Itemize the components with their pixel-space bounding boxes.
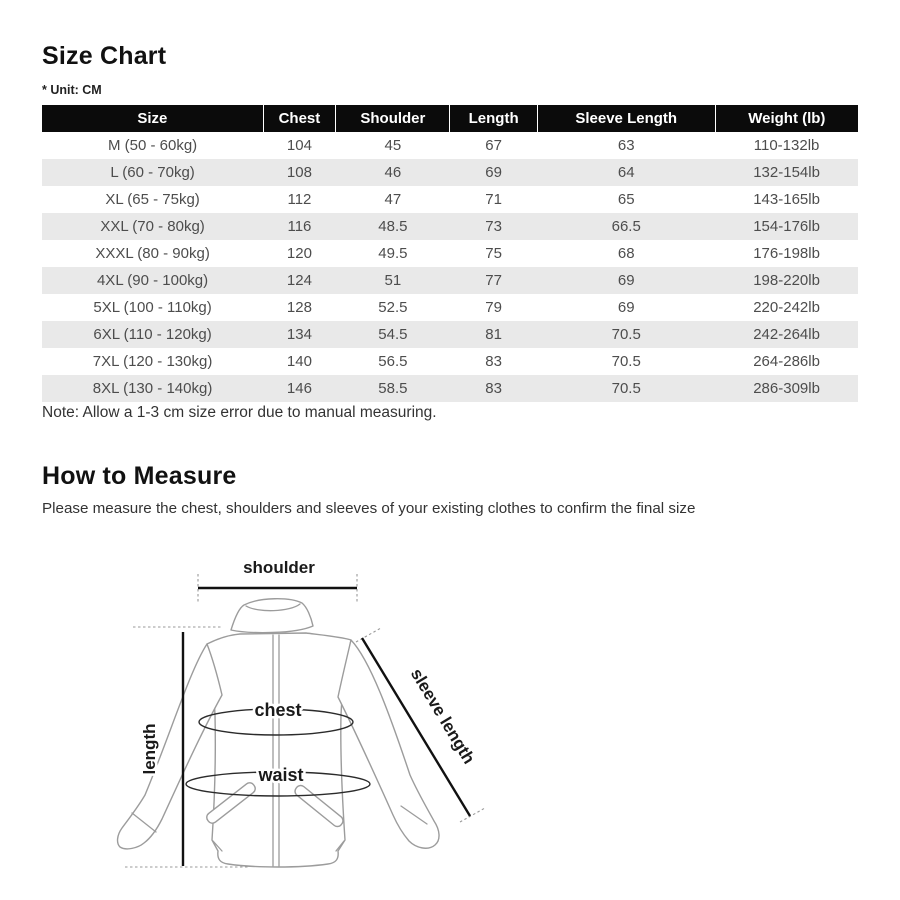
jacket-collar xyxy=(231,599,313,633)
table-row xyxy=(42,213,858,240)
table-cell: 120 xyxy=(286,245,312,262)
table-cell: 70.5 xyxy=(611,380,641,397)
table-cell: 242-264lb xyxy=(753,326,820,343)
column-header: Sleeve Length xyxy=(537,105,715,132)
table-cell: 143-165lb xyxy=(753,191,820,208)
table-cell: 104 xyxy=(286,137,312,154)
table-cell: 56.5 xyxy=(378,353,408,370)
table-cell: 286-309lb xyxy=(753,380,820,397)
table-cell: 48.5 xyxy=(378,218,408,235)
waist-label: waist xyxy=(258,765,304,785)
table-cell: 45 xyxy=(384,137,402,154)
table-row xyxy=(42,321,858,348)
column-header: Chest xyxy=(263,105,336,132)
table-cell: 52.5 xyxy=(378,299,408,316)
column-header: Size xyxy=(42,105,263,132)
sleeve-tick-bottom xyxy=(460,808,485,822)
table-row xyxy=(42,240,858,267)
table-cell: 108 xyxy=(286,164,312,181)
table-row xyxy=(42,348,858,375)
table-cell: 65 xyxy=(617,191,635,208)
table-cell: 75 xyxy=(485,245,502,262)
table-cell: 146 xyxy=(286,380,312,397)
table-cell: 4XL (90 - 100kg) xyxy=(96,272,209,289)
table-cell: 47 xyxy=(384,191,402,208)
table-cell: 110-132lb xyxy=(753,137,820,154)
table-cell: 6XL (110 - 120kg) xyxy=(93,326,212,343)
how-to-measure-heading: How to Measure xyxy=(42,462,237,490)
length-label: length xyxy=(140,723,159,775)
column-header: Length xyxy=(450,105,537,132)
table-cell: 8XL (130 - 140kg) xyxy=(92,380,213,397)
table-cell: 54.5 xyxy=(378,326,408,343)
table-cell: 124 xyxy=(286,272,312,289)
table-cell: 134 xyxy=(286,326,312,343)
table-cell: 5XL (100 - 110kg) xyxy=(93,299,212,316)
size-table-header-row xyxy=(42,105,858,132)
column-header: Shoulder xyxy=(336,105,450,132)
sleeve-tick-top xyxy=(356,628,381,642)
table-cell: XXXL (80 - 90kg) xyxy=(95,245,210,262)
table-row xyxy=(42,186,858,213)
table-cell: 70.5 xyxy=(611,353,641,370)
table-cell: M (50 - 60kg) xyxy=(107,137,198,154)
table-cell: 58.5 xyxy=(378,380,408,397)
table-cell: 83 xyxy=(485,380,502,397)
table-row xyxy=(42,159,858,186)
table-cell: 198-220lb xyxy=(753,272,820,289)
table-cell: 46 xyxy=(384,164,402,181)
table-cell: 67 xyxy=(485,137,502,154)
jacket-measurement-diagram xyxy=(100,545,520,900)
table-cell: 70.5 xyxy=(611,326,641,343)
table-cell: 69 xyxy=(485,164,502,181)
table-cell: 68 xyxy=(617,245,635,262)
table-cell: 49.5 xyxy=(378,245,408,262)
table-cell: 264-286lb xyxy=(753,353,820,370)
size-chart-heading: Size Chart xyxy=(42,42,167,70)
table-cell: L (60 - 70kg) xyxy=(110,164,195,181)
table-row xyxy=(42,267,858,294)
sleeve-length-label: sleeve length xyxy=(406,665,479,768)
table-cell: 69 xyxy=(617,272,635,289)
table-cell: 176-198lb xyxy=(753,245,820,262)
size-table-body xyxy=(42,132,858,402)
table-cell: 71 xyxy=(485,191,502,208)
table-cell: 220-242lb xyxy=(753,299,820,316)
column-header: Weight (lb) xyxy=(715,105,858,132)
table-cell: 154-176lb xyxy=(753,218,820,235)
chest-label: chest xyxy=(254,700,302,720)
how-to-measure-description: Please measure the chest, shoulders and sleeves of your existing clothes to confirm the final size xyxy=(42,500,696,517)
measuring-error-note: Note: Allow a 1-3 cm size error due to manual measuring. xyxy=(42,404,437,421)
table-row xyxy=(42,132,858,159)
table-cell: 116 xyxy=(287,218,312,235)
table-row xyxy=(42,375,858,402)
table-cell: 112 xyxy=(287,191,312,208)
table-cell: 128 xyxy=(286,299,312,316)
table-cell: XL (65 - 75kg) xyxy=(105,191,200,208)
table-cell: 66.5 xyxy=(611,218,641,235)
table-cell: 51 xyxy=(384,272,402,289)
table-cell: 132-154lb xyxy=(753,164,820,181)
table-cell: 140 xyxy=(286,353,312,370)
table-cell: 64 xyxy=(617,164,635,181)
unit-note: * Unit: CM xyxy=(42,83,102,97)
table-cell: 7XL (120 - 130kg) xyxy=(92,353,213,370)
shoulder-label: shoulder xyxy=(243,558,315,577)
table-cell: 79 xyxy=(485,299,502,316)
table-row xyxy=(42,294,858,321)
table-cell: 81 xyxy=(485,326,502,343)
table-cell: 83 xyxy=(485,353,502,370)
table-cell: 69 xyxy=(617,299,635,316)
table-cell: 73 xyxy=(485,218,502,235)
table-cell: 77 xyxy=(485,272,502,289)
table-cell: XXL (70 - 80kg) xyxy=(100,218,205,235)
size-table xyxy=(42,105,858,402)
table-cell: 63 xyxy=(617,137,635,154)
